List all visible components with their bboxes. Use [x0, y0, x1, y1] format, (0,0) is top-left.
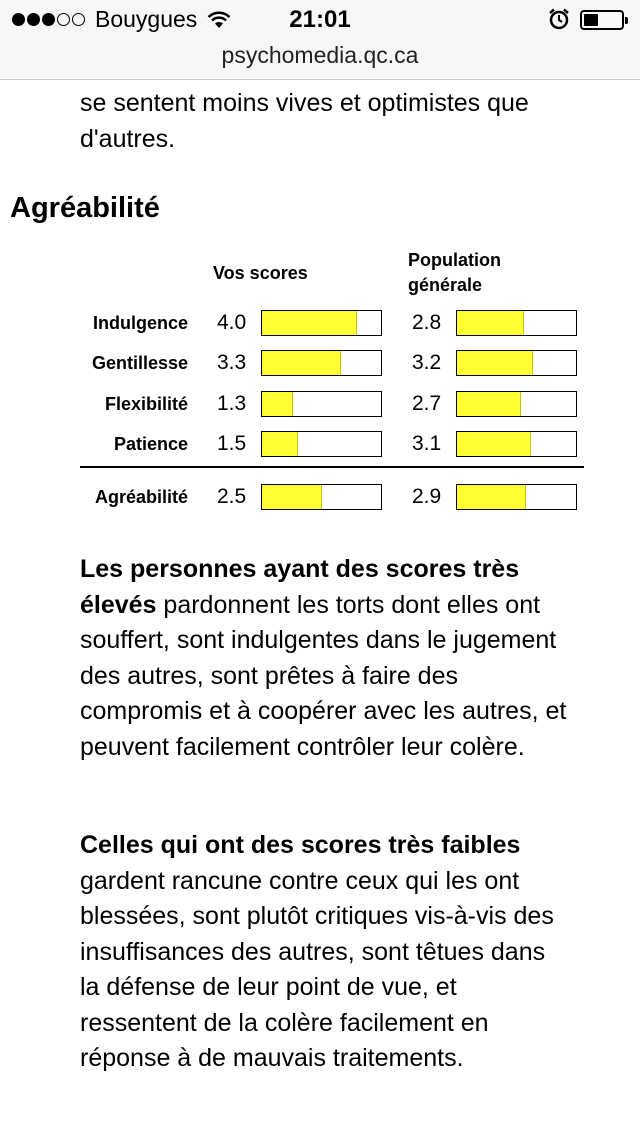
trait-label: Flexibilité: [104, 394, 188, 414]
status-bar: [0, 0, 640, 40]
your-score-bar-fill: [262, 392, 293, 416]
your-score-bar-fill: [262, 485, 322, 509]
your-score-bar: [261, 310, 382, 336]
low-scores-lead: Celles qui ont des scores très faibles: [80, 831, 521, 859]
population-score-bar-fill: [457, 432, 531, 456]
your-score-value: 1.3: [217, 392, 247, 415]
population-score-bar: [456, 310, 577, 336]
section-heading: Agréabilité: [10, 192, 160, 224]
score-row: [0, 389, 640, 419]
trait-label: Gentillesse: [91, 353, 188, 373]
population-score-value: 2.9: [412, 485, 442, 508]
population-score-bar-fill: [457, 351, 533, 375]
your-score-bar-fill: [262, 351, 341, 375]
population-score-value: 2.8: [412, 311, 442, 334]
your-score-value: 4.0: [217, 311, 247, 334]
population-score-bar: [456, 431, 577, 457]
col-header-population: [408, 248, 501, 298]
trait-label: Indulgence: [92, 313, 188, 333]
col-header-population-line2: générale: [408, 275, 483, 295]
your-score-value: 3.3: [217, 351, 247, 374]
your-score-bar: [261, 431, 382, 457]
your-score-bar: [261, 350, 382, 376]
population-score-bar: [456, 484, 577, 510]
high-scores-lead: Les personnes ayant des scores très élevés: [80, 555, 520, 619]
your-score-bar-fill: [262, 432, 298, 456]
intro-paragraph-tail: se sentent moins vives et optimistes que d'autres.: [80, 89, 529, 153]
population-score-bar: [456, 391, 577, 417]
score-row: [0, 348, 640, 378]
high-scores-text: pardonnent les torts dont elles ont souffert, sont indulgentes dans le jugement des autres, sont prêtes à faire des compromis et à coopérer avec les autres, et peuvent facilement contrôler leur colère.: [80, 590, 567, 761]
battery-icon: [580, 10, 624, 30]
your-score-bar-fill: [262, 311, 357, 335]
population-score-bar-fill: [457, 392, 521, 416]
trait-label: Patience: [113, 434, 188, 454]
population-score-value: 2.7: [412, 392, 442, 415]
population-score-bar: [456, 350, 577, 376]
score-row: [0, 308, 640, 338]
table-divider: [80, 466, 584, 468]
population-score-value: 3.2: [412, 351, 442, 374]
url-text[interactable]: psychomedia.qc.ca: [221, 42, 419, 68]
score-row-total: [0, 482, 640, 512]
alarm-clock-icon: [548, 8, 570, 30]
col-header-your-scores: Vos scores: [213, 263, 308, 283]
your-score-bar: [261, 484, 382, 510]
score-row: [0, 429, 640, 459]
status-time: 21:01: [289, 6, 351, 33]
your-score-value: 2.5: [217, 485, 247, 508]
population-score-value: 3.1: [412, 432, 442, 455]
high-scores-paragraph: [80, 552, 570, 765]
trait-label: Agréabilité: [94, 487, 188, 507]
population-score-bar-fill: [457, 311, 524, 335]
population-score-bar-fill: [457, 485, 526, 509]
low-scores-paragraph: [80, 828, 570, 1077]
col-header-population-line1: Population: [408, 250, 501, 270]
your-score-bar: [261, 391, 382, 417]
carrier-name: Bouygues: [95, 6, 198, 32]
address-bar[interactable]: [0, 40, 640, 80]
your-score-value: 1.5: [217, 432, 247, 455]
low-scores-text: gardent rancune contre ceux qui les ont blessées, sont plutôt critiques vis-à-vis des insuffisances des autres, sont têtues dans la défense de leur point de vue, et ressentent de la colère facilement en réponse à de mauvais traitements.: [80, 866, 554, 1072]
